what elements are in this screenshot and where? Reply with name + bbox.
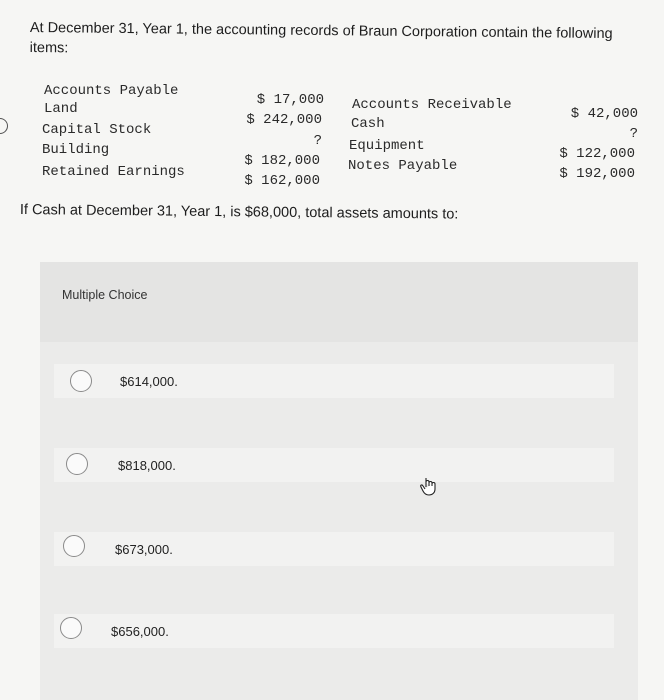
account-value: $ 17,000: [256, 92, 324, 108]
account-value: $ 162,000: [244, 173, 320, 189]
radio-button[interactable]: [60, 617, 82, 639]
account-name: Building: [42, 142, 110, 158]
answer-option-text: $818,000.: [118, 458, 176, 473]
account-value: ?: [629, 126, 638, 142]
account-name: Retained Earnings: [42, 164, 185, 180]
account-name: Accounts Receivable: [352, 97, 512, 113]
account-value: $ 242,000: [246, 112, 322, 128]
multiple-choice-label: Multiple Choice: [62, 288, 148, 302]
radio-button[interactable]: [63, 535, 85, 557]
question-intro: At December 31, Year 1, the accounting records of Braun Corporation contain the following items:: [29, 19, 613, 57]
answer-option-text: $614,000.: [120, 374, 178, 389]
account-value: $ 42,000: [570, 106, 638, 122]
radio-button[interactable]: [66, 453, 88, 475]
account-value: $ 122,000: [559, 146, 635, 162]
edge-circle-mark: [0, 118, 8, 134]
account-name: Equipment: [349, 138, 425, 154]
radio-button[interactable]: [70, 370, 92, 392]
account-value: $ 182,000: [244, 153, 320, 169]
hand-cursor-icon: [420, 476, 438, 496]
account-value: ?: [313, 133, 322, 149]
account-name: Notes Payable: [348, 158, 458, 174]
question-prompt: If Cash at December 31, Year 1, is $68,000, total assets amounts to:: [19, 202, 459, 223]
account-value: $ 192,000: [559, 166, 635, 182]
answer-option-3[interactable]: [54, 532, 614, 566]
multiple-choice-header: [40, 262, 638, 342]
answer-option-2[interactable]: [54, 448, 614, 482]
account-name: Land: [44, 101, 78, 117]
answer-option-1[interactable]: [54, 364, 614, 398]
account-name: Cash: [351, 116, 385, 132]
answer-option-text: $656,000.: [111, 624, 169, 639]
answer-option-4[interactable]: [54, 614, 614, 648]
multiple-choice-panel: [40, 262, 638, 700]
account-name: Accounts Payable: [44, 83, 179, 99]
answer-option-text: $673,000.: [115, 542, 173, 557]
account-name: Capital Stock: [42, 122, 152, 138]
